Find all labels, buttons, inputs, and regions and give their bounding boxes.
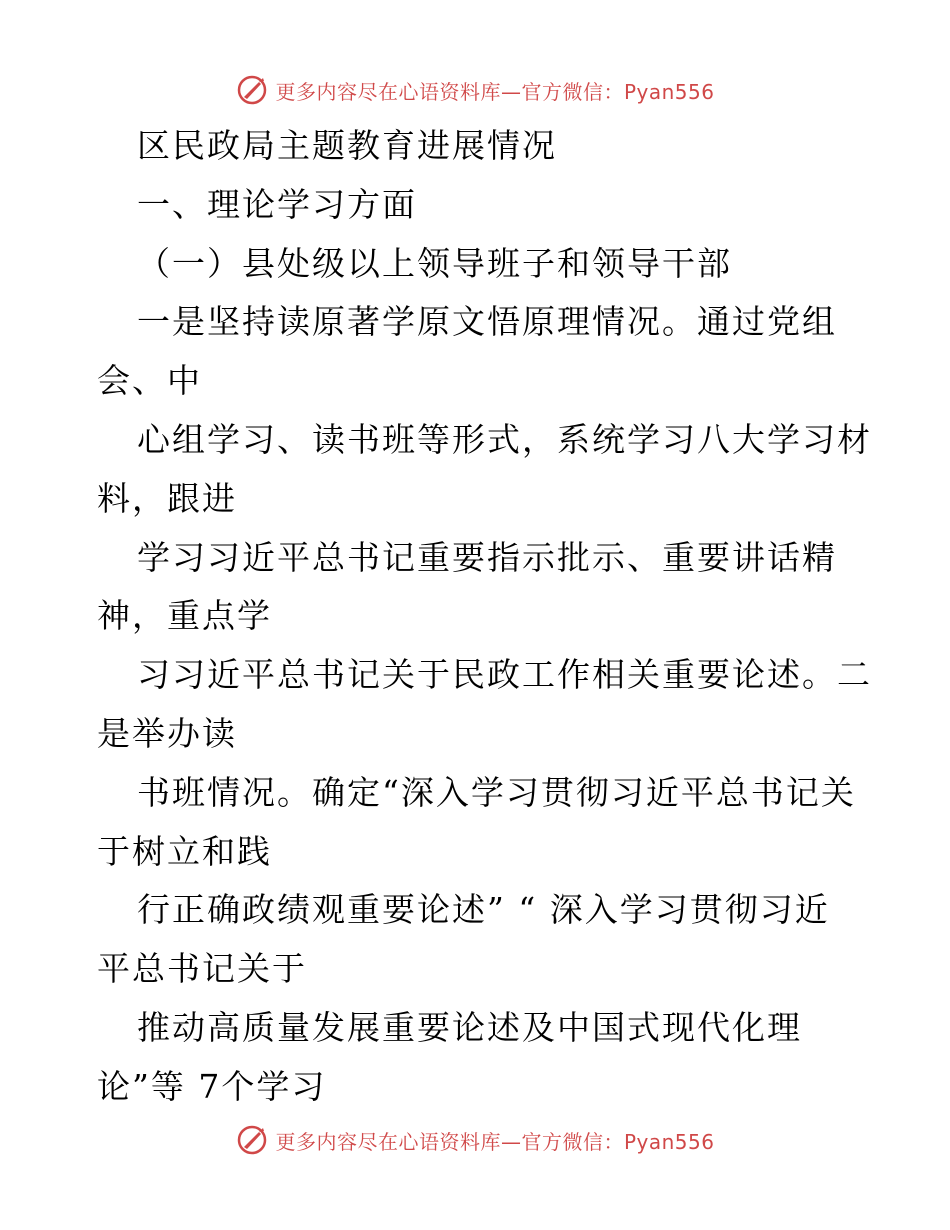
quill-circle-logo-icon: [235, 73, 269, 107]
header-banner-text: 更多内容尽在心语资料库—官方微信：Pyan556: [275, 79, 715, 104]
paragraph-line: 学习习近平总书记重要指示批示、重要讲话精: [137, 537, 837, 577]
footer-banner-text: 更多内容尽在心语资料库—官方微信：Pyan556: [275, 1129, 715, 1154]
section-heading: 一、理论学习方面: [137, 184, 417, 224]
header-banner: [0, 70, 950, 110]
paragraph-line: 习习近平总书记关于民政工作相关重要论述。二: [137, 655, 872, 695]
subsection-heading: （一）县处级以上领导班子和领导干部: [137, 243, 732, 283]
paragraph-line: 书班情况。确定“深入学习贯彻习近平总书记关: [137, 772, 856, 812]
paragraph-line: 于树立和践: [97, 831, 272, 871]
paragraph-line: 推动高质量发展重要论述及中国式现代化理: [137, 1007, 802, 1047]
paragraph-line: 是举办读: [97, 713, 237, 753]
quill-circle-logo-icon: [235, 1123, 269, 1157]
paragraph-line: 平总书记关于: [97, 949, 307, 989]
paragraph-line: 一是坚持读原著学原文悟原理情况。通过党组: [137, 302, 837, 342]
footer-banner: [0, 1120, 950, 1160]
document-body: [97, 117, 872, 1117]
paragraph-line: 会、中: [97, 361, 202, 401]
paragraph-line: 心组学习、读书班等形式，系统学习八大学习材: [137, 419, 872, 459]
paragraph-line: 论”等 7个学习: [97, 1066, 327, 1106]
paragraph-line: 神，重点学: [97, 596, 272, 636]
paragraph-line: 行正确政绩观重要论述” “ 深入学习贯彻习近: [137, 890, 830, 930]
doc-title: 区民政局主题教育进展情况: [137, 126, 557, 165]
paragraph-line: 料，跟进: [97, 478, 237, 518]
